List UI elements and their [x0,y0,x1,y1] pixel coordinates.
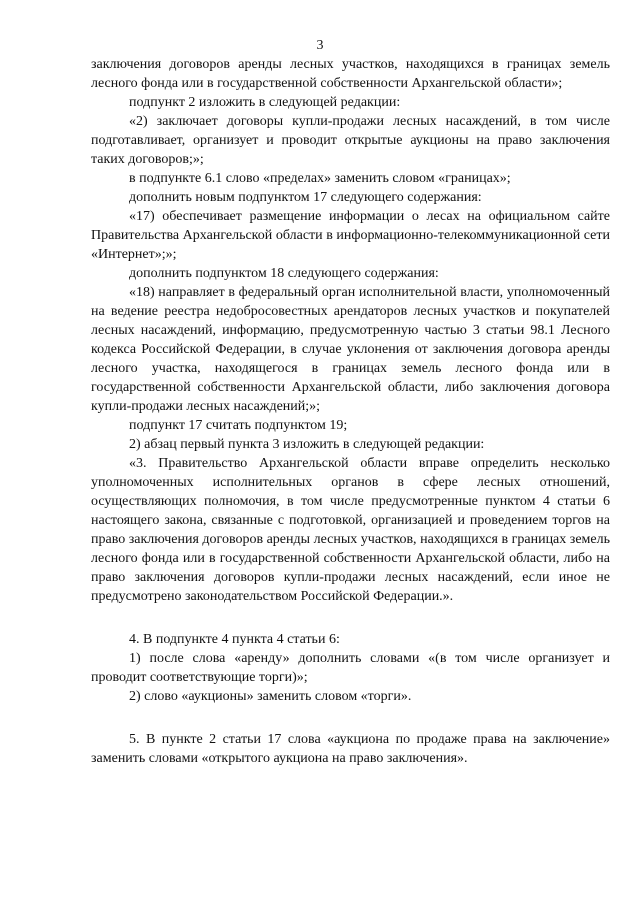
paragraph: подпункт 17 считать подпунктом 19; [129,418,348,433]
paragraph: «2) заключает договоры купли-продажи лесных насаждений, в том числе подготавливает, организует и проводит открытые аукционы на право заключения таких договоров;»; [91,114,610,167]
paragraph: «17) обеспечивает размещение информации о лесах на официальном сайте Правительства Архангельской области в информационно-телекоммуникационной сети «Интернет»;»; [91,209,610,262]
paragraph-gap [91,606,610,630]
paragraph: «3. Правительство Архангельской области вправе определить несколько уполномоченных исполнительных органов в сфере лесных отношений, осуществляющих полномочия, в том числе предусмотренные пунктом 4 статьи 6 настоящего закона, связанные с подготовкой, организацией и проведением торгов на право заключения договоров аренды лесных участков, находящихся в границах земель лесного фонда или в государственной собственности Архангельской области, либо на право заключения договоров купли-продажи лесных насаждений, если иное не предусмотрено законодательством Российской Федерации.». [91,456,610,604]
paragraph: в подпункте 6.1 слово «пределах» заменить словом «границах»; [129,171,511,186]
paragraph: 2) слово «аукционы» заменить словом «торги». [129,689,412,704]
paragraph: 2) абзац первый пункта 3 изложить в следующей редакции: [129,437,485,452]
paragraph: 4. В подпункте 4 пункта 4 статьи 6: [129,632,340,647]
paragraph: заключения договоров аренды лесных участков, находящихся в границах земель лесного фонда или в государственной собственности Архангельской области»; [91,57,610,91]
paragraph: 1) после слова «аренду» дополнить словами «(в том числе организует и проводит соответствующие торги)»; [91,651,610,685]
paragraph: дополнить новым подпунктом 17 следующего содержания: [129,190,482,205]
paragraph: подпункт 2 изложить в следующей редакции: [129,95,401,110]
paragraph: 5. В пункте 2 статьи 17 слова «аукциона по продаже права на заключение» заменить словами «открытого аукциона на право заключения». [91,732,610,766]
paragraph-gap [91,706,610,730]
paragraph: дополнить подпунктом 18 следующего содержания: [129,266,439,281]
paragraph: «18) направляет в федеральный орган исполнительной власти, уполномоченный на ведение реестра недобросовестных арендаторов лесных участков и покупателей лесных насаждений, информацию, предусмотренную частью 3 статьи 98.1 Лесного кодекса Российской Федерации, в случае уклонения от заключения договора аренды лесного участка, находящегося в границах земель лесного фонда или в государственной собственности Архангельской области, либо заключения договора купли-продажи лесных насаждений;»; [91,285,610,414]
page-number: 3 [316,38,324,53]
document-body [91,55,610,768]
